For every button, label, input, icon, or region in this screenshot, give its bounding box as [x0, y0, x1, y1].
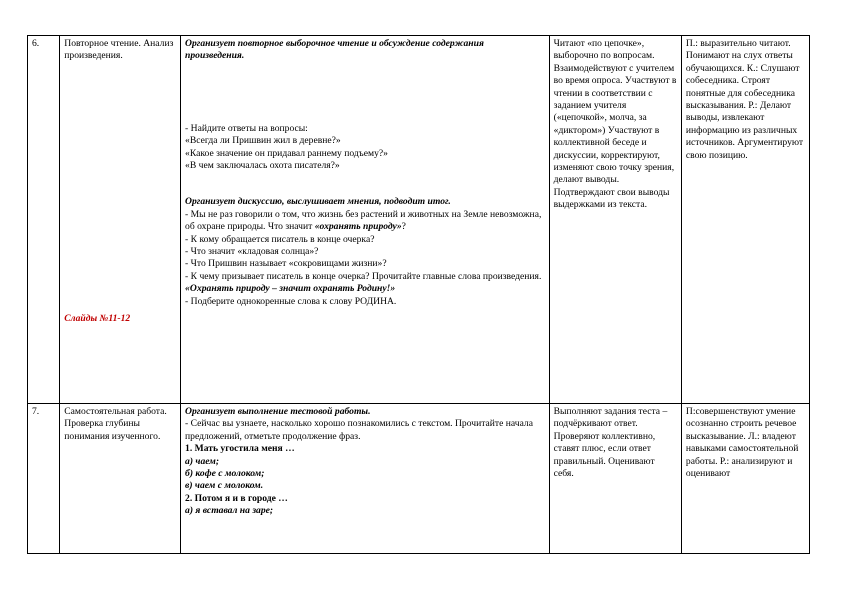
lesson-table: [27, 35, 810, 554]
question-2: «Какое значение он придавал раннему подъему?»: [185, 147, 388, 159]
teacher-intro: Организует выполнение тестовой работы.: [185, 406, 371, 417]
teacher-activity-cell: [181, 36, 550, 404]
discussion-question-2: - К кому обращается писатель в конце очерка?: [185, 233, 375, 245]
question-1: «Всегда ли Пришвин жил в деревне?»: [185, 135, 341, 147]
discussion-question-4: - Что Пришвин называет «сокровищами жизни»?: [185, 258, 387, 270]
stage-cell: [60, 36, 181, 404]
discussion-end: ?: [401, 221, 406, 233]
slides-label: Слайды №11-12: [64, 312, 131, 324]
uud-cell: П.: выразительно читают. Понимают на слух ответы обучающихся. К.: Слушают собеседника. Строят понятные для собеседника высказывания. Р.: Делают выводы, извлекают информацию из различных источников. Аргументируют свою позицию.: [681, 36, 809, 404]
discussion-intro: Организует дискуссию, выслушивает мнения, подводит итог.: [185, 196, 451, 208]
teacher-activity-cell: [181, 404, 550, 554]
row-number: 7.: [28, 404, 60, 554]
question-3: «В чем заключалась охота писателя?»: [185, 160, 340, 172]
questions-heading: - Найдите ответы на вопросы:: [185, 122, 308, 134]
motto: «Охранять природу – значит охранять Родину!»: [185, 283, 396, 295]
table-row: [28, 36, 810, 404]
test-question-1: 1. Мать угостила меня …: [185, 443, 295, 455]
spacer: [185, 172, 545, 196]
discussion-question-6: - Подберите однокоренные слова к слову РОДИНА.: [185, 295, 397, 307]
discussion-emphasis: «охранять природу»: [314, 221, 402, 233]
table-row: [28, 404, 810, 554]
discussion-text: - Мы не раз говорили о том, что жизнь без растений и животных на Земле невозможна, об охране природы. Что значит: [185, 208, 542, 233]
stage-cell: [60, 404, 181, 554]
stage-title: Повторное чтение. Анализ произведения.: [64, 38, 174, 62]
row-number: 6.: [28, 36, 60, 404]
discussion-question-3: - Что значит «кладовая солнца»?: [185, 246, 319, 258]
uud-cell: П:совершенствуют умение осознанно строить речевое высказывание. Л.: владеют навыками самостоятельной работы. Р.: анализируют и оценивают: [681, 404, 809, 554]
stage-title: Самостоятельная работа. Проверка глубины понимания изученного.: [64, 406, 167, 442]
test-question-2: 2. Потом я и в городе …: [185, 492, 288, 504]
test-option: в) чаем с молоком.: [185, 480, 264, 492]
spacer: [185, 63, 545, 123]
student-activity-cell: Выполняют задания теста – подчёркивают ответ. Проверяют коллективно, ставят плюс, если ответ правильный. Оценивают себя.: [549, 404, 681, 554]
discussion-question-1: [185, 209, 545, 234]
test-option: а) чаем;: [185, 455, 220, 467]
student-activity-cell: Читают «по цепочке», выборочно по вопросам. Взаимодействуют с учителем во время опроса. Участвуют в чтении в соответствии с заданием учителя («цепочкой», молча, за «диктором») Участвуют в коллективной беседе и дискуссии, корректируют, изменяют свою точку зрения, делают выводы. Подтверждают свои выводы выдержками из текста.: [549, 36, 681, 404]
test-option: б) кофе с молоком;: [185, 468, 265, 480]
test-instructions: - Сейчас вы узнаете, насколько хорошо познакомились с текстом. Прочитайте начала предложений, отметьте продолжение фраз.: [185, 418, 533, 442]
discussion-question-5: - К чему призывает писатель в конце очерка? Прочитайте главные слова произведения.: [185, 270, 542, 282]
teacher-intro: Организует повторное выборочное чтение и обсуждение содержания произведения.: [185, 38, 484, 62]
test-option: а) я вставал на заре;: [185, 505, 274, 517]
